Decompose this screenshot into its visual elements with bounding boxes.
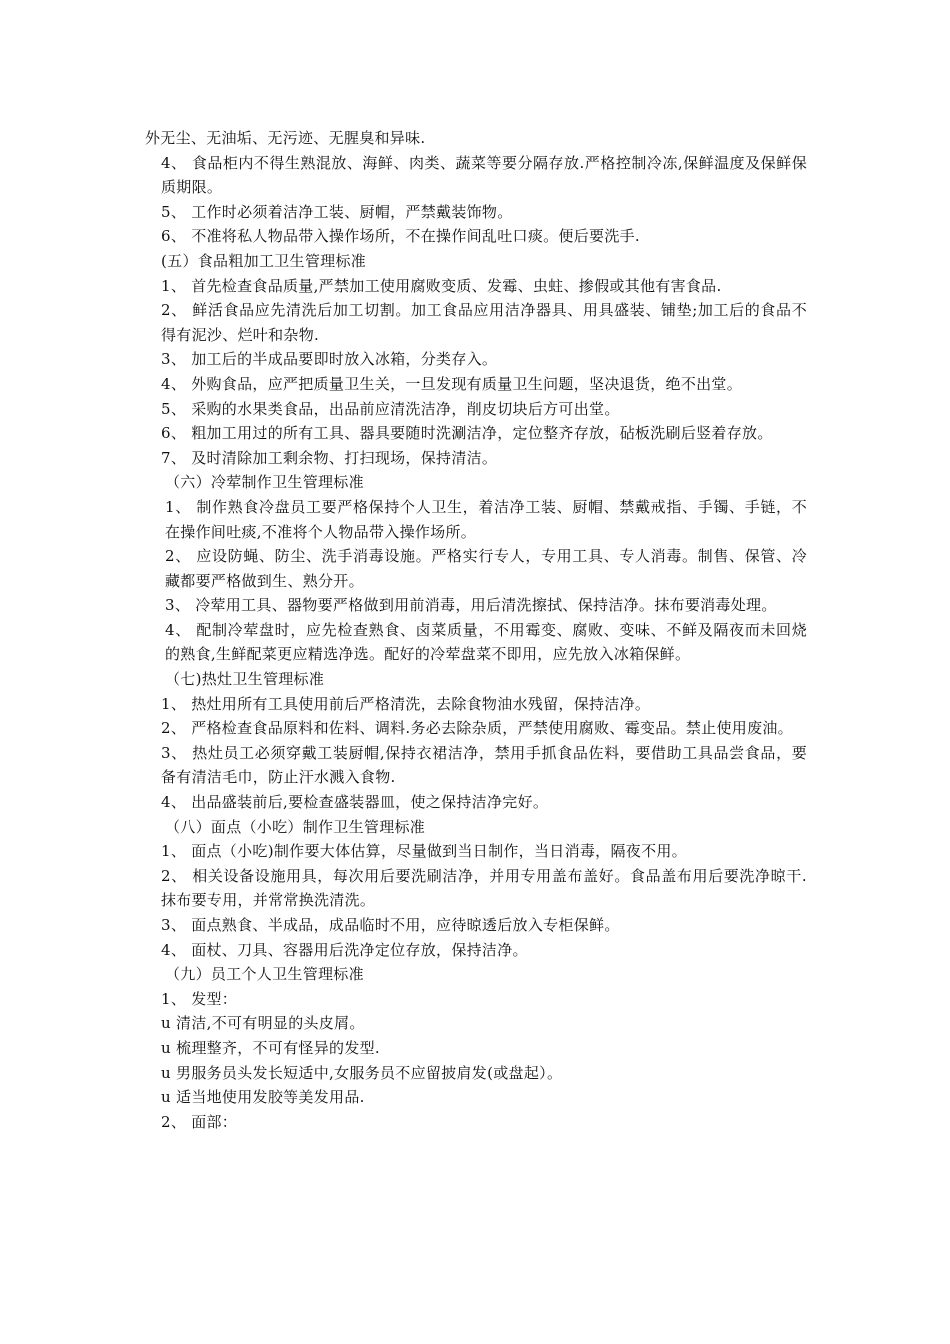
paragraph: 4、 配制冷荤盘时，应先检查熟食、卤菜质量，不用霉变、腐败、变味、不鲜及隔夜而未回烧的熟食,生鲜配菜更应精选净选。配好的冷荤盘菜不即用，应先放入冰箱保鲜。 — [165, 620, 807, 664]
paragraph: 3、 热灶员工必须穿戴工装厨帽,保持衣裙洁净，禁用手抓食品佐料，要借助工具品尝食品，要备有清洁毛巾，防止汗水溅入食物. — [161, 743, 807, 787]
paragraph: 4、 面杖、刀具、容器用后洗净定位存放，保持洁净。 — [161, 940, 528, 959]
paragraph: （七)热灶卫生管理标准 — [165, 670, 325, 689]
paragraph: 3、 冷荤用工具、器物要严格做到用前消毒，用后清洗擦拭、保持洁净。抹布要消毒处理。 — [165, 596, 777, 615]
paragraph: 2、 面部： — [161, 1112, 238, 1131]
paragraph: （六）冷荤制作卫生管理标准 — [165, 473, 364, 492]
document-page — [145, 126, 807, 1134]
paragraph: 3、 面点熟食、半成品，成品临时不用，应待晾透后放入专柜保鲜。 — [161, 916, 620, 934]
paragraph: 5、 工作时必须着洁净工装、厨帽，严禁戴装饰物。 — [161, 202, 513, 221]
paragraph: （九）员工个人卫生管理标准 — [165, 965, 364, 984]
paragraph: 1、 热灶用所有工具使用前后严格清洗，去除食物油水残留，保持洁净。 — [161, 694, 651, 713]
paragraph: 4、 出品盛装前后,要检查盛装器皿，使之保持洁净完好。 — [161, 793, 549, 812]
paragraph: 1、 制作熟食冷盘员工要严格保持个人卫生，着洁净工装、厨帽、禁戴戒指、手镯、手链，不在操作间吐痰,不准将个人物品带入操作场所。 — [165, 497, 807, 541]
paragraph: u 清洁,不可有明显的头皮屑。 — [161, 1014, 365, 1033]
paragraph: 7、 及时清除加工剩余物、打扫现场，保持清洁。 — [161, 448, 498, 467]
paragraph: 4、 食品柜内不得生熟混放、海鲜、肉类、蔬菜等要分隔存放.严格控制冷冻,保鲜温度及保鲜保质期限。 — [161, 153, 807, 197]
paragraph: 2、 严格检查食品原料和佐料、调料.务必去除杂质，严禁使用腐败、霉变品。禁止使用废油。 — [161, 719, 793, 738]
paragraph: 1、 首先检查食品质量,严禁加工使用腐败变质、发霉、虫蛀、掺假或其他有害食品. — [161, 276, 722, 295]
paragraph: u 男服务员头发长短适中,女服务员不应留披肩发(或盘起）。 — [161, 1063, 563, 1082]
paragraph: 2、 应设防蝇、防尘、洗手消毒设施。严格实行专人，专用工具、专人消毒。制售、保管、冷藏都要严格做到生、熟分开。 — [165, 547, 807, 590]
paragraph: 外无尘、无油垢、无污迹、无腥臭和异味. — [145, 129, 426, 147]
paragraph: u 适当地使用发胶等美发用品. — [161, 1088, 365, 1107]
document-body — [145, 126, 807, 1134]
paragraph: 1、 发型： — [161, 989, 238, 1008]
paragraph: 4、 外购食品，应严把质量卫生关，一旦发现有质量卫生问题，坚决退货，绝不出堂。 — [161, 374, 743, 393]
paragraph: (五）食品粗加工卫生管理标准 — [161, 251, 367, 270]
paragraph: u 梳理整齐，不可有怪异的发型. — [161, 1038, 380, 1057]
paragraph: 3、 加工后的半成品要即时放入冰箱，分类存入。 — [161, 350, 498, 369]
paragraph: （八）面点（小吃）制作卫生管理标准 — [165, 817, 426, 836]
paragraph: 5、 采购的水果类食品，出品前应清洗洁净，削皮切块后方可出堂。 — [161, 399, 620, 418]
paragraph: 2、 相关设备设施用具，每次用后要洗刷洁净，并用专用盖布盖好。食品盖布用后要洗净晾干.抹布要专用，并常常换洗清洗。 — [161, 866, 807, 910]
paragraph: 6、 不准将私人物品带入操作场所，不在操作间乱吐口痰。便后要洗手. — [161, 227, 640, 246]
paragraph: 6、 粗加工用过的所有工具、器具要随时洗涮洁净，定位整齐存放，砧板洗刷后竖着存放。 — [161, 424, 773, 443]
paragraph: 2、 鲜活食品应先清洗后加工切割。加工食品应用洁净器具、用具盛装、铺垫;加工后的食品不得有泥沙、烂叶和杂物. — [161, 301, 807, 344]
paragraph: 1、 面点（小吃)制作要大体估算，尽量做到当日制作，当日消毒，隔夜不用。 — [161, 842, 687, 861]
